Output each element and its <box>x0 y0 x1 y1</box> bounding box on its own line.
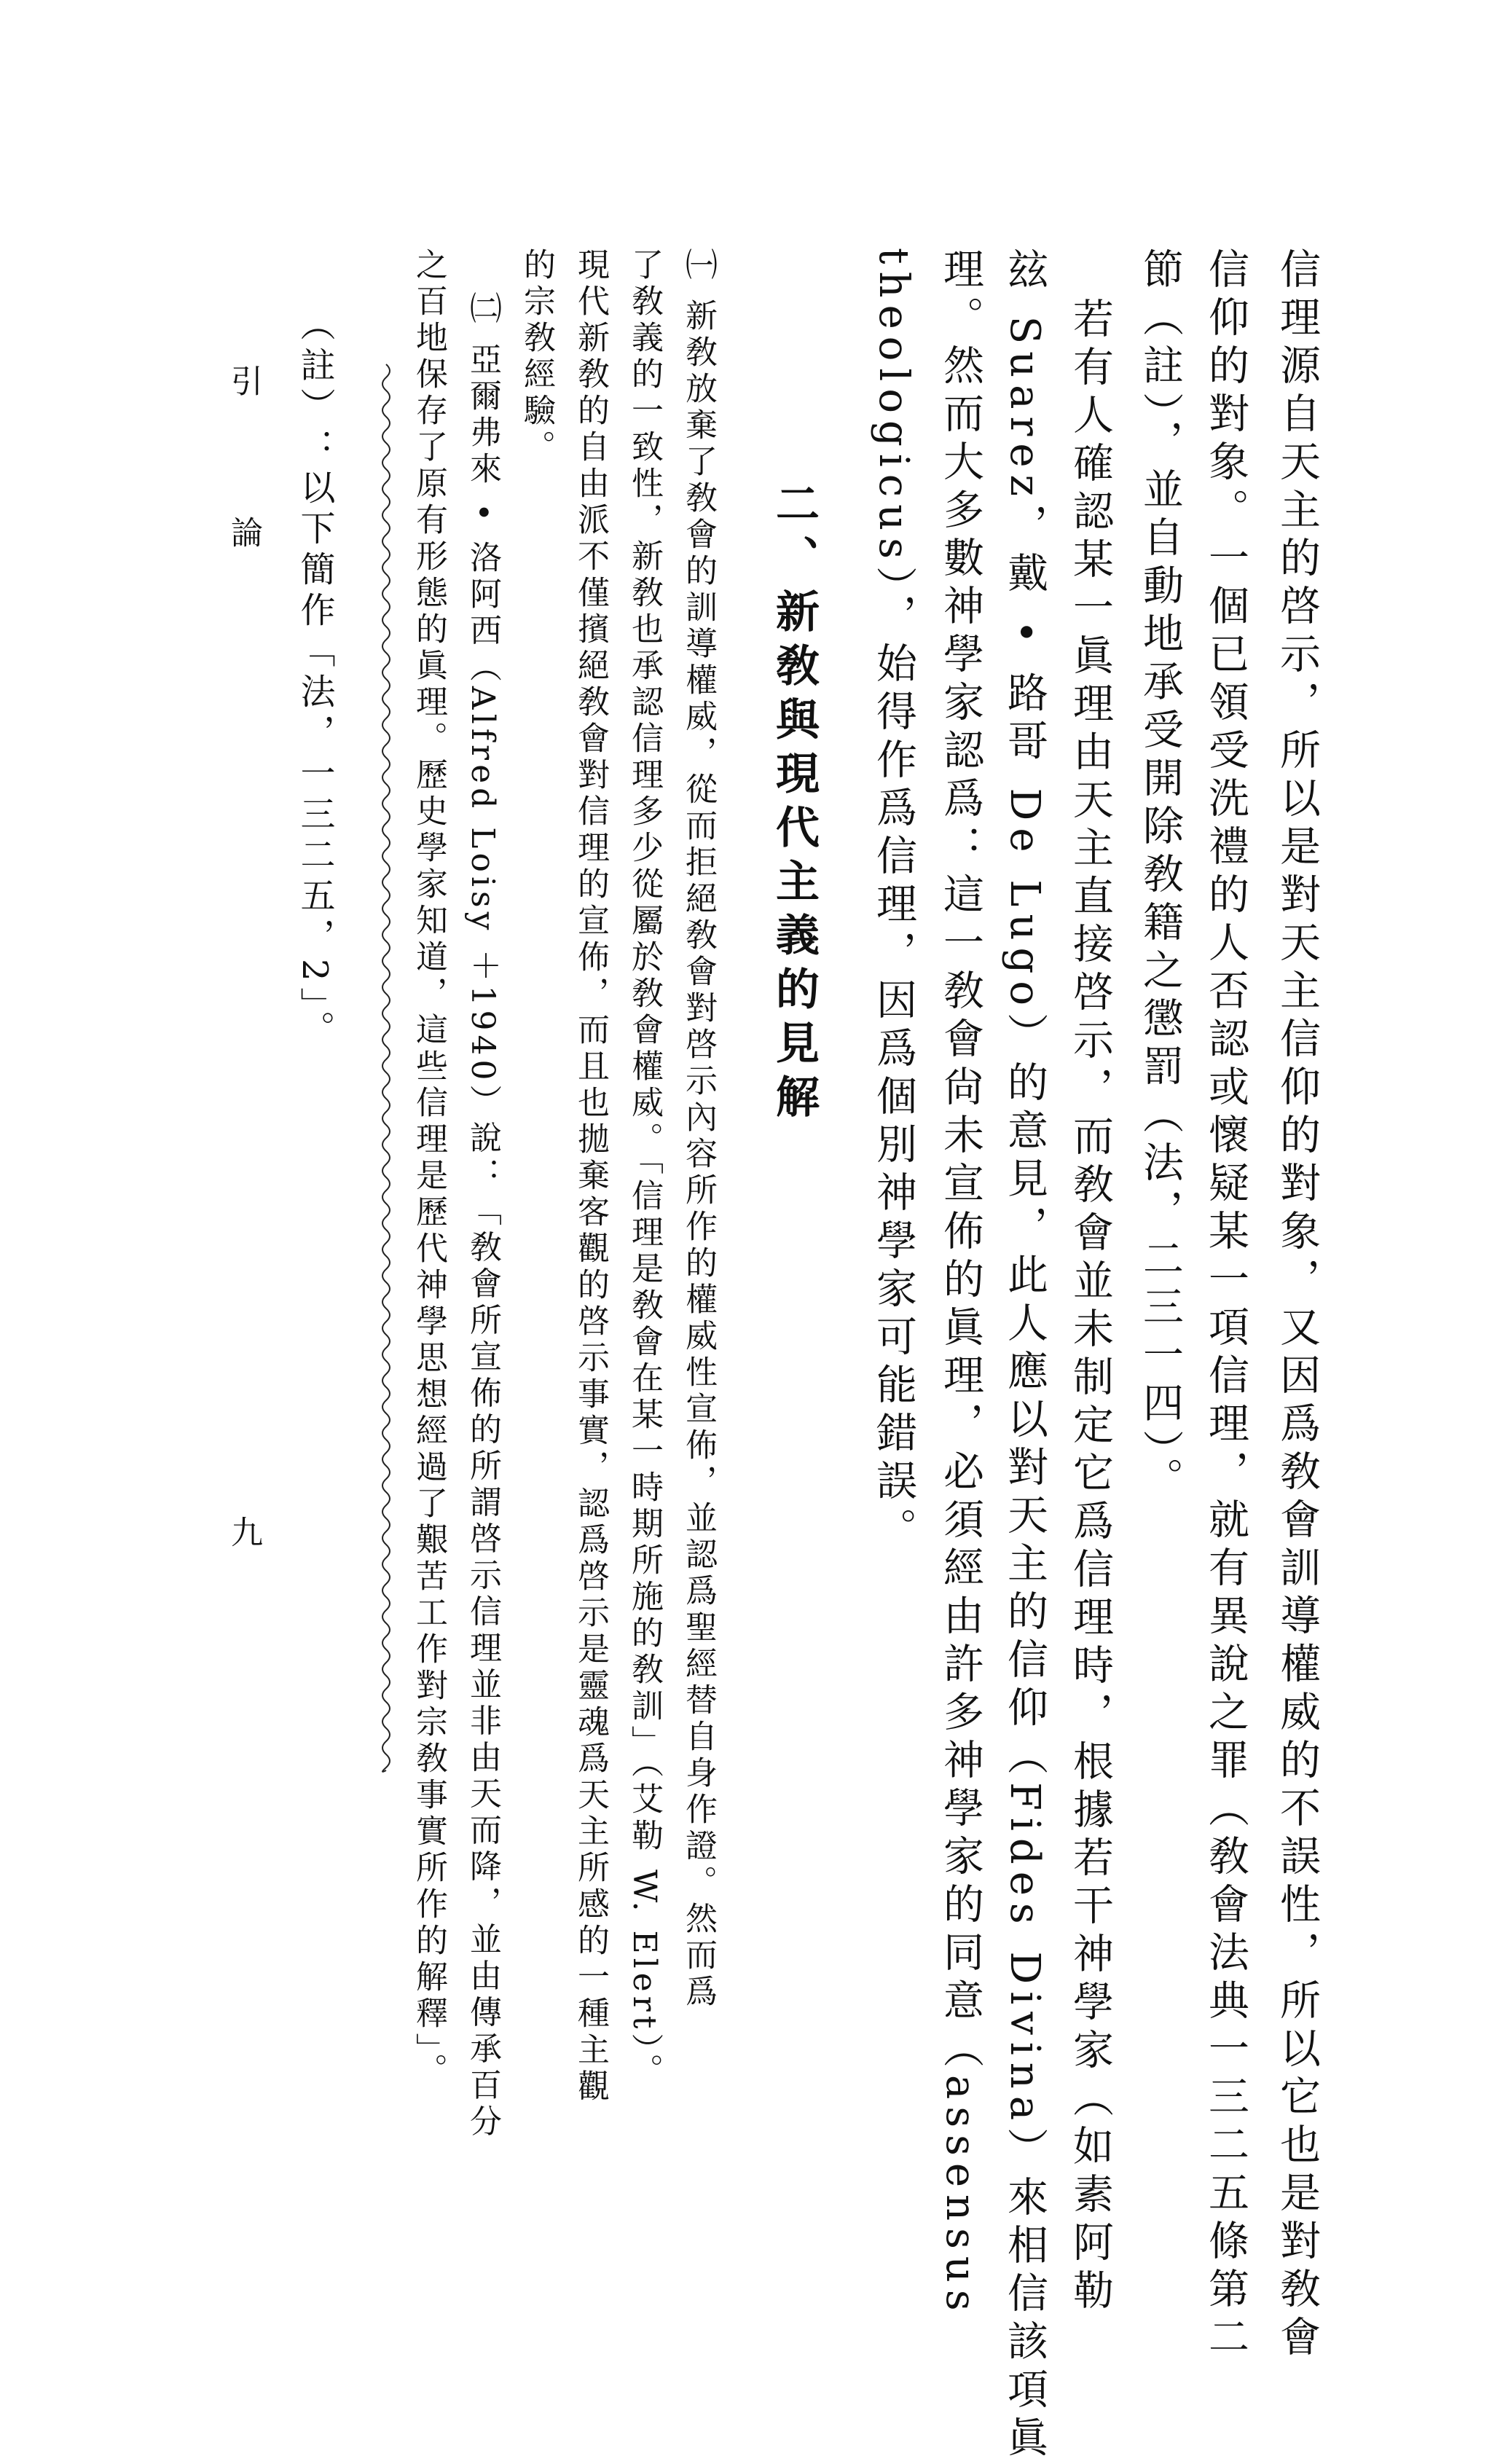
body-line: 理。然而大多數神學家認爲：這一敎會尙未宣佈的眞理，必須經由許多神學家的同意（assensus <box>937 248 984 2318</box>
note-line: ㈡ 亞爾弗來 • 洛阿西（Alfred Loisy ＋1940）說：「敎會所宣佈的所謂啓示信理並非由天而降，並由傳承百分 <box>464 291 501 2141</box>
note-line: 了敎義的一致性，新敎也承認信理多少從屬於敎會權威。「信理是敎會在某一時期所施的敎訓」（艾勒 W. Elert）。 <box>626 248 663 2090</box>
body-line: theologicus），始得作爲信理，因爲個別神學家可能錯誤。 <box>870 248 917 1555</box>
body-line: 若有人確認某一眞理由天主直接啓示，而敎會並未制定它爲信理時，根據若干神學家（如素阿勒 <box>1067 297 1114 2317</box>
note-line: 現代新敎的自由派不僅擯絕敎會對信理的宣佈，而且也拋棄客觀的啓示事實，認爲啓示是靈魂爲天主所感的一種主觀 <box>572 248 609 2106</box>
running-head-chapter: 引 論 <box>225 364 262 592</box>
body-line: 信仰的對象。一個已領受洗禮的人否認或懷疑某一項信理，就有異說之罪（敎會法典一三二五條第二 <box>1202 248 1249 2363</box>
page-number: 九 <box>225 1515 262 1547</box>
footnote: （註）：以下簡作「法，一三二五，2」。 <box>294 306 335 1051</box>
note-line: ㈠ 新敎放棄了敎會的訓導權威，從而拒絕敎會對啓示內容所作的權威性宣佈，並認爲聖經替自身作證。然而爲 <box>680 248 717 2011</box>
body-line: 節（註），並自動地承受開除敎籍之懲罰（法，二三一四）。 <box>1136 248 1184 1505</box>
body-line: 玆 Suarez，戴 • 路哥 De Lugo）的意見，此人應以對天主的信仰（Fides Divina）來相信該項眞 <box>1001 248 1048 2464</box>
note-line: 之百地保存了原有形態的眞理。歷史學家知道，這些信理是歷代神學思想經過了艱苦工作對宗敎事實所作的解釋」。 <box>410 248 447 2090</box>
note-line: 的宗敎經驗。 <box>518 248 555 466</box>
body-line: 信理源自天主的啓示，所以是對天主信仰的對象，又因爲敎會訓導權威的不誤性，所以它也是對敎會 <box>1273 248 1321 2363</box>
wavy-separator <box>377 364 395 1770</box>
section-heading: 二、新敎與現代主義的見解 <box>769 481 820 1128</box>
